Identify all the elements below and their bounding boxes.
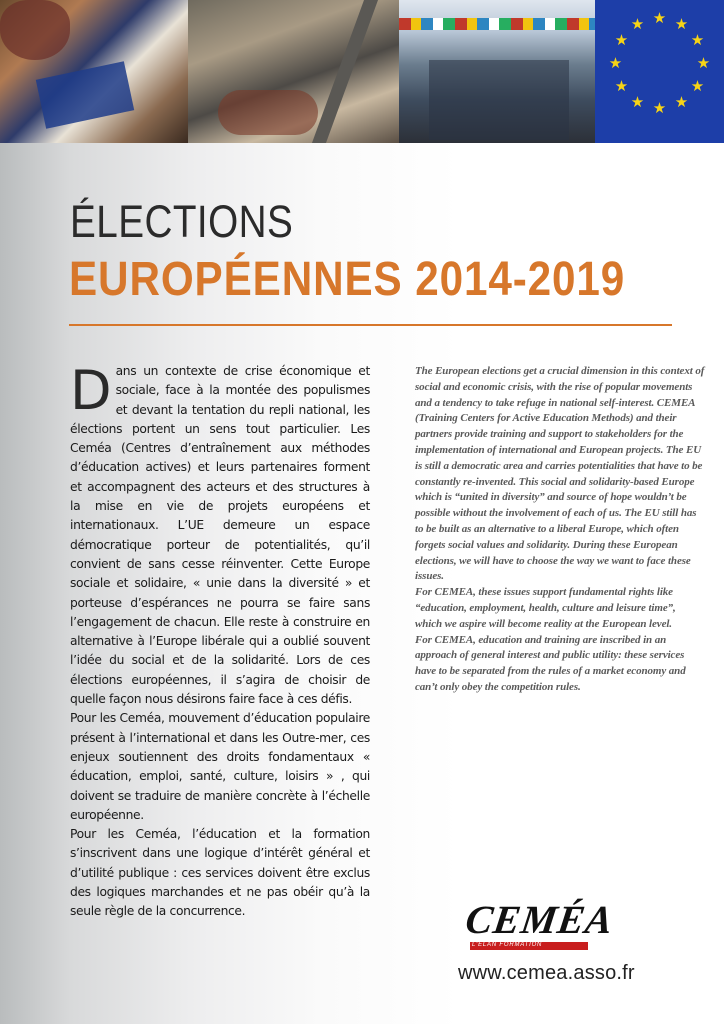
eu-star-icon: ★ <box>690 32 705 49</box>
french-paragraph-1-text: ans un contexte de crise économique et sociale, face à la montée des populismes et devant la tentation du repli national, les élections portent un sens tout particulier. Les Ceméa (Centres d’entraînement aux méthodes d’éducation actives) et leurs partenaires forment et accompagnent des acteurs et des structures à la mise en vie de projets européens et internationaux. L’UE demeure un espace démocratique porteur de potentialités, qu’il convient de sans cesse réinventer. Cette Europe sociale et solidaire, « unie dans la diversité » et porteuse d’espérances ne pourra se faire sans l’engagement de chacun. Elle reste à construire en alternative à l’Europe libérale qui a oublié souvent l’idée du social et de la solidarité. Lors de ces élections européennes, il s’agira de choisir de quelle façon nous désirons faire face à ces défis. <box>70 364 370 707</box>
english-paragraph-1: The European elections get a crucial dimension in this context of social and economic crisis, with the rise of popular movements and a tendency to take refuge in national self-interest. CEMEA (Training Centers for Active Education Methods) and their partners provide training and support to stakeholders for the implementation of international and European projects. The EU is still a democratic area and carries potentialities that have to be constantly re-invented. This social and solidarity-based Europe which is “united in diversity” and source of hope wouldn’t be possible without the involvement of each of us. The EU still has to be built as an alternative to a liberal Europe, which often forgets social values and solidarity. During these European elections, we will have to choose the way we want to face these issues. <box>415 365 705 583</box>
eu-star-icon: ★ <box>630 16 645 33</box>
exhibition-hall-photo <box>399 0 595 143</box>
cemea-logo <box>462 896 626 954</box>
eu-star-icon: ★ <box>690 78 705 95</box>
title-line-1: ÉLECTIONS <box>70 196 294 247</box>
french-paragraph-3: Pour les Ceméa, l’éducation et la formation s’inscrivent dans une logique d’intérêt général et d’utilité publique : ces services doivent être exclus des logiques marchandes et ne pas obéir qu’à la seule règle de la concurrence. <box>70 827 370 919</box>
eu-star-icon: ★ <box>652 100 667 117</box>
eu-star-icon: ★ <box>696 55 711 72</box>
english-text-column <box>415 364 705 696</box>
title-line-2: EUROPÉENNES 2014-2019 <box>69 253 626 306</box>
eu-flag <box>595 0 724 143</box>
group-workshop-photo <box>0 0 188 143</box>
train-station-photo <box>188 0 399 143</box>
eu-star-icon: ★ <box>652 10 667 27</box>
french-paragraph-2: Pour les Ceméa, mouvement d’éducation populaire présent à l’international et dans les Outre-mer, ces enjeux soutiennent des droits fondamentaux « éducation, emploi, santé, culture, loisirs » , qui doivent se traduire de manière concrète à l’échelle européenne. <box>70 711 370 822</box>
eu-star-icon: ★ <box>674 16 689 33</box>
english-paragraph-2: For CEMEA, these issues support fundamental rights like “education, employment, health, culture and leisure time”, which we aspire will become reality at the European level. <box>415 586 676 630</box>
french-paragraph-1 <box>70 359 370 709</box>
photo-banner <box>0 0 724 143</box>
eu-star-icon: ★ <box>674 94 689 111</box>
french-text-column <box>70 359 370 922</box>
drop-cap: D <box>70 359 110 422</box>
eu-star-icon: ★ <box>630 94 645 111</box>
logo-wordmark: CEMÉA <box>462 897 617 942</box>
english-paragraph-3: For CEMEA, education and training are inscribed in an approach of general interest and public utility: these services have to be separated from the rules of a market economy and can’t only obey the competition rules. <box>415 633 686 693</box>
eu-star-icon: ★ <box>614 32 629 49</box>
website-url[interactable]: www.cemea.asso.fr <box>458 962 635 984</box>
eu-star-icon: ★ <box>614 78 629 95</box>
eu-star-icon: ★ <box>608 55 623 72</box>
title-divider <box>69 324 672 326</box>
logo-tagline: L'ÉLAN FORMATION <box>472 942 543 948</box>
